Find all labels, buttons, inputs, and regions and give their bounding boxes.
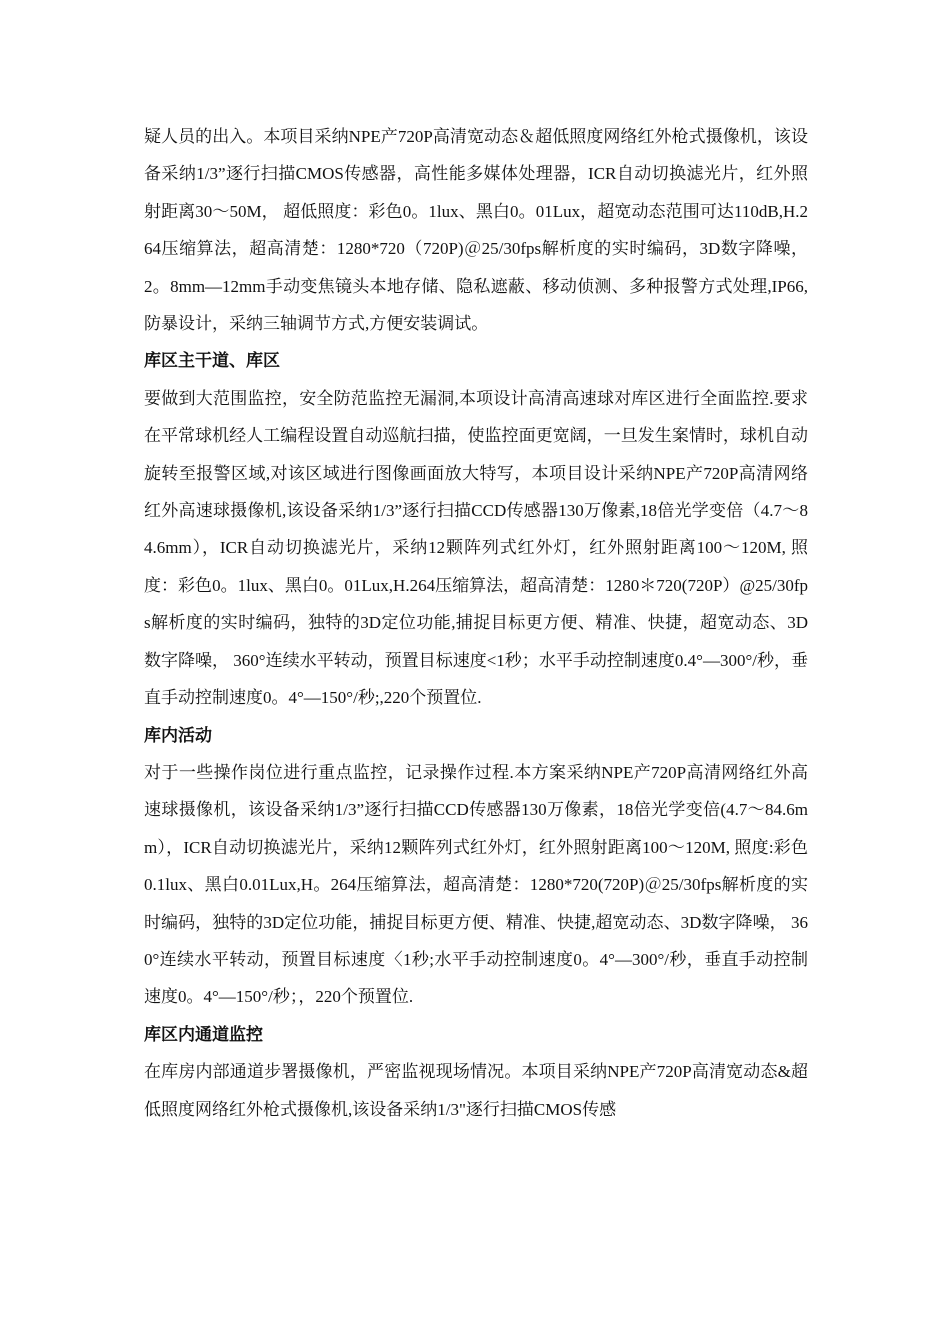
intro-paragraph: 疑人员的出入。本项目采纳NPE产720P高清宽动态＆超低照度网络红外枪式摄像机，该设备采纳1/3”逐行扫描CMOS传感器，高性能多媒体处理器，ICR自动切换滤光片，红外照射距离30～50M， 超低照度：彩色0。1lux、黑白0。01Lux，超宽动态范围可达110dB,H.264压缩算法，超高清楚：1280*720（720P)＠25/30fps解析度的实时编码，3D数字降噪，2。8mm—12mm手动变焦镜头本地存储、隐私遮蔽、移动侦测、多种报警方式处理,IP66,防暴设计，采纳三轴调节方式,方便安装调试。: [144, 127, 808, 334]
document-body: [144, 118, 808, 1128]
section-body-main-road: 要做到大范围监控，安全防范监控无漏洞,本项设计高清高速球对库区进行全面监控.要求在平常球机经人工编程设置自动巡航扫描，使监控面更宽阔，一旦发生案情时，球机自动旋转至报警区域,对该区域进行图像画面放大特写，本项目设计采纳NPE产720P高清网络红外高速球摄像机,该设备采纳1/3”逐行扫描CCD传感器130万像素,18倍光学变倍（4.7～84.6mm），ICR自动切换滤光片，采纳12颗阵列式红外灯，红外照射距离100～120M, 照度：彩色0。1lux、黑白0。01Lux,H.264压缩算法，超高清楚：1280＊720(720P）@25/30fps解析度的实时编码，独特的3D定位功能,捕捉目标更方便、精准、快捷，超宽动态、3D数字降噪， 360°连续水平转动，预置目标速度<1秒；水平手动控制速度0.4°—300°/秒，垂直手动控制速度0。4°—150°/秒;,220个预置位.: [144, 388, 808, 708]
section-body-warehouse-activity: 对于一些操作岗位进行重点监控，记录操作过程.本方案采纳NPE产720P高清网络红外高速球摄像机，该设备采纳1/3”逐行扫描CCD传感器130万像素，18倍光学变倍(4.7～84.6mm），ICR自动切换滤光片，采纳12颗阵列式红外灯，红外照射距离100～120M, 照度:彩色0.1lux、黑白0.01Lux,H。264压缩算法，超高清楚：1280*720(720P)＠25/30fps解析度的实时编码，独特的3D定位功能，捕捉目标更方便、精准、快捷,超宽动态、3D数字降噪， 360°连续水平转动，预置目标速度〈1秒;水平手动控制速度0。4°—300°/秒，垂直手动控制速度0。4°—150°/秒；，220个预置位.: [144, 762, 808, 1007]
section-heading-aisle-monitoring: 库区内通道监控: [144, 1024, 263, 1044]
section-heading-warehouse-activity: 库内活动: [144, 725, 212, 745]
section-heading-main-road: 库区主干道、库区: [144, 351, 280, 371]
section-body-aisle-monitoring: 在库房内部通道步署摄像机，严密监视现场情况。本项目采纳NPE产720P高清宽动态&超低照度网络红外枪式摄像机,该设备采纳1/3"逐行扫描CMOS传感: [144, 1062, 808, 1119]
